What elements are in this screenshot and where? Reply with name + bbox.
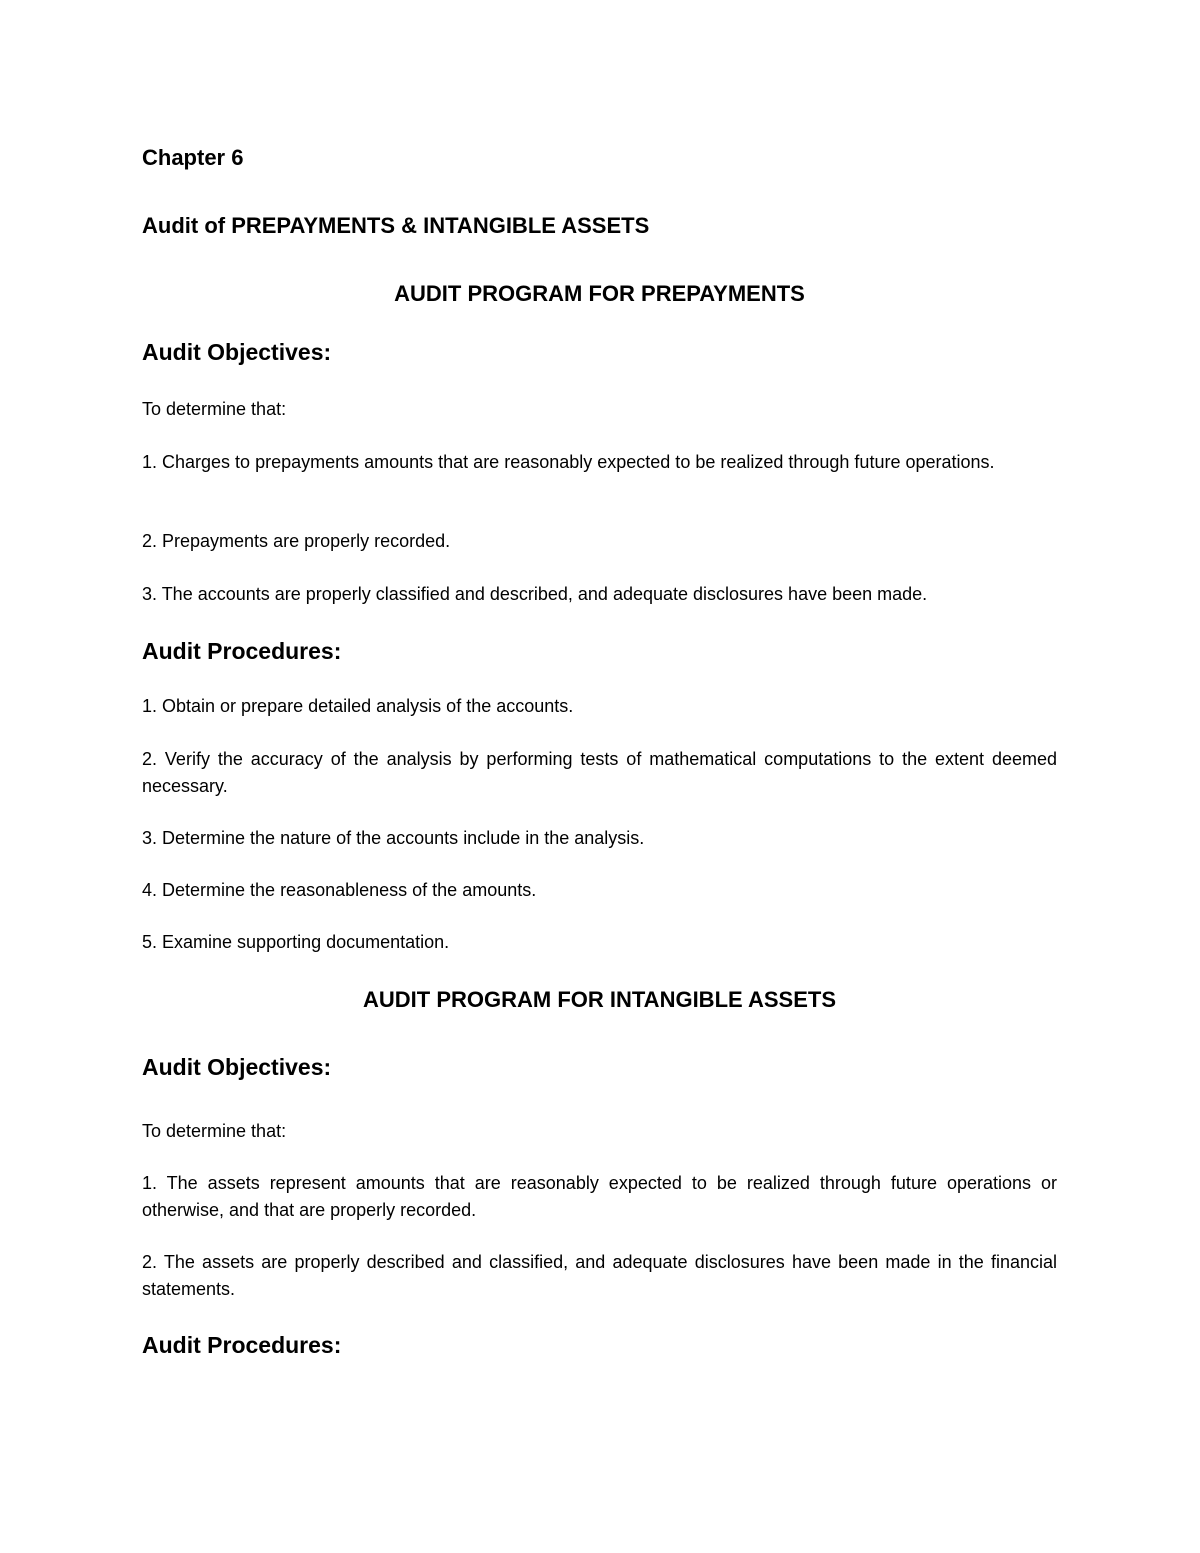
intangibles-objectives-heading: Audit Objectives: xyxy=(142,1054,332,1080)
chapter-heading: Chapter 6 xyxy=(142,145,244,170)
prepayments-objective-2: 2. Prepayments are properly recorded. xyxy=(142,531,451,551)
prepayments-procedure-4: 4. Determine the reasonableness of the amounts. xyxy=(142,880,537,900)
intangibles-program-title: AUDIT PROGRAM FOR INTANGIBLE ASSETS xyxy=(363,987,836,1012)
prepayments-objective-1: 1. Charges to prepayments amounts that are reasonably expected to be realized through future operations. xyxy=(142,452,995,472)
prepayments-procedure-1: 1. Obtain or prepare detailed analysis of the accounts. xyxy=(142,696,574,716)
intangibles-procedures-heading: Audit Procedures: xyxy=(142,1332,342,1358)
prepayments-procedure-5: 5. Examine supporting documentation. xyxy=(142,932,450,952)
prepayments-objectives-heading: Audit Objectives: xyxy=(142,339,332,365)
prepayments-program-title: AUDIT PROGRAM FOR PREPAYMENTS xyxy=(394,281,805,306)
prepayments-objective-3: 3. The accounts are properly classified and described, and adequate disclosures have been made. xyxy=(142,584,928,604)
prepayments-procedure-3: 3. Determine the nature of the accounts include in the analysis. xyxy=(142,828,645,848)
intangibles-objectives-intro: To determine that: xyxy=(142,1121,287,1141)
document-title: Audit of PREPAYMENTS & INTANGIBLE ASSETS xyxy=(142,213,650,238)
intangibles-objective-2: 2. The assets are properly described and classified, and adequate disclosures have been made in the financial statements. xyxy=(142,1252,1057,1299)
prepayments-objectives-intro: To determine that: xyxy=(142,399,287,419)
prepayments-procedure-2: 2. Verify the accuracy of the analysis by performing tests of mathematical computations to the extent deemed necessary. xyxy=(142,749,1057,796)
prepayments-procedures-heading: Audit Procedures: xyxy=(142,638,342,664)
intangibles-objective-1: 1. The assets represent amounts that are reasonably expected to be realized through future operations or otherwise, and that are properly recorded. xyxy=(142,1173,1057,1220)
